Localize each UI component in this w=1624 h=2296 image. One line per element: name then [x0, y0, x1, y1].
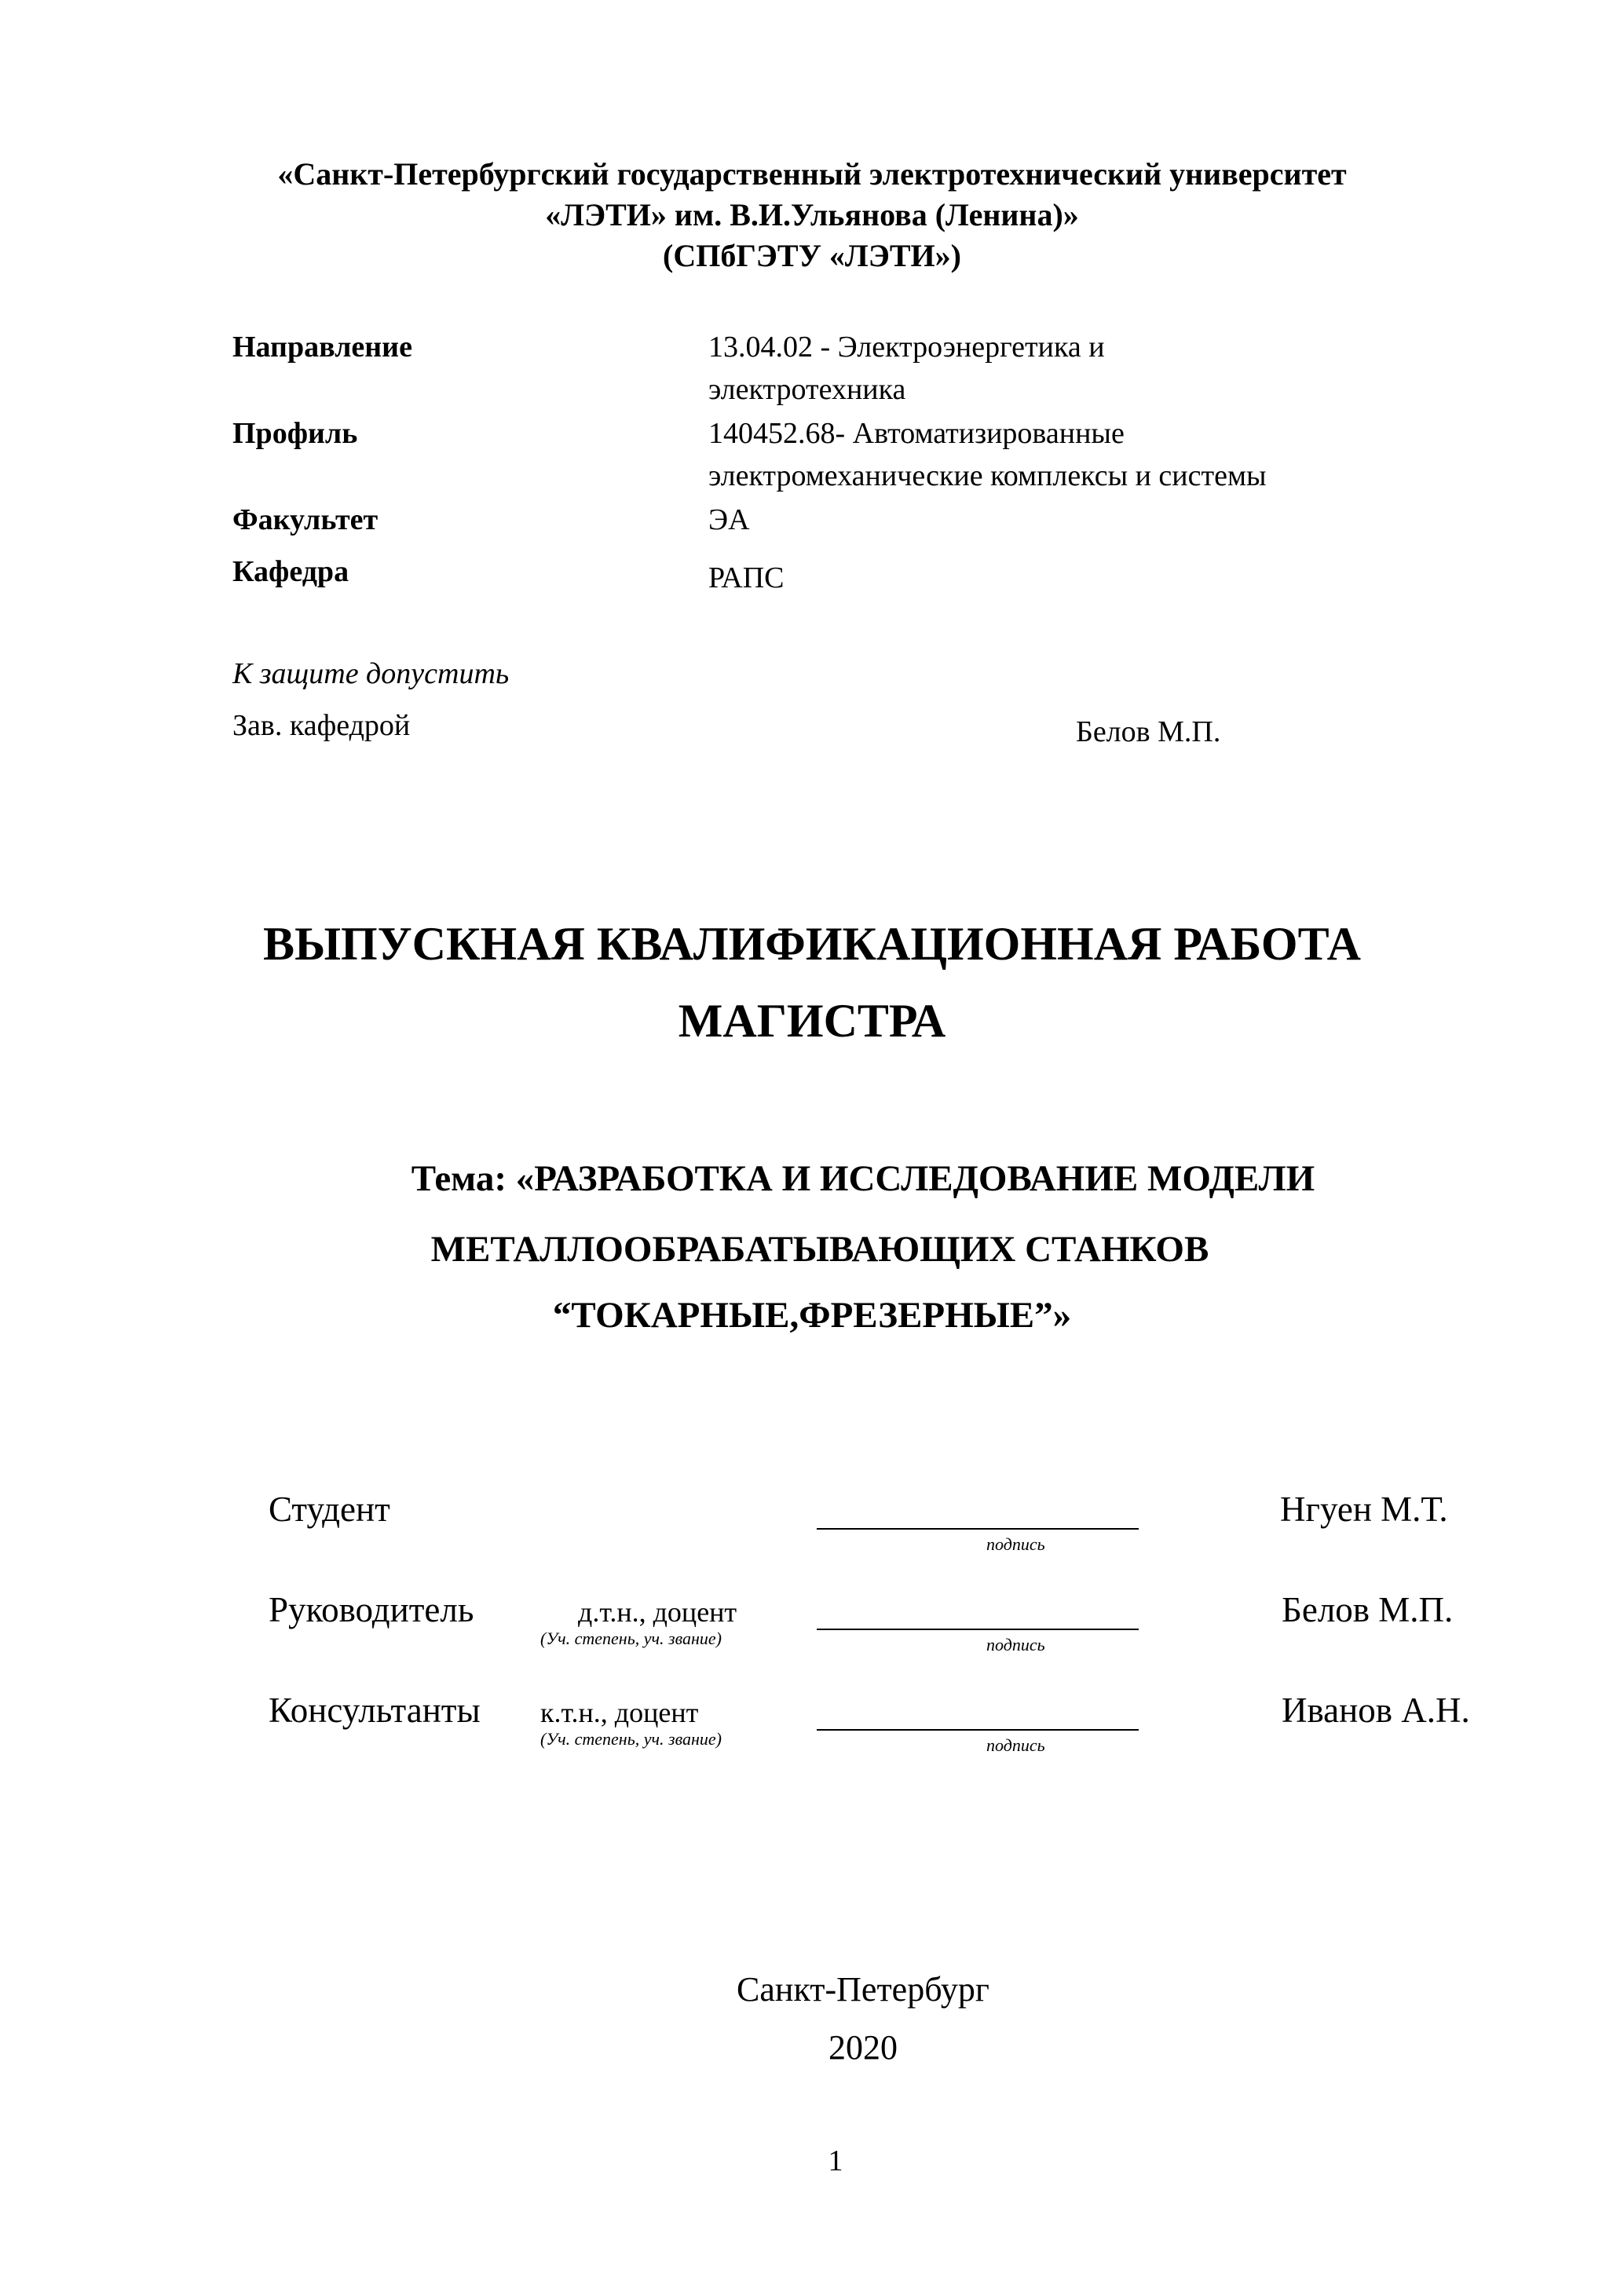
department-label: Кафедра	[232, 555, 349, 588]
work-title-line1: ВЫПУСКНАЯ КВАЛИФИКАЦИОННАЯ РАБОТА	[263, 918, 1361, 970]
university-name-line1: «Санкт-Петербургский государственный электротехнический университет	[277, 156, 1347, 192]
page-number: 1	[828, 2144, 843, 2177]
student-signature-line	[817, 1528, 1139, 1530]
faculty-label: Факультет	[232, 503, 379, 536]
university-abbreviation: (СПбГЭТУ «ЛЭТИ»)	[663, 238, 961, 273]
direction-label: Направление	[232, 331, 412, 364]
topic-line1: Тема: «РАЗРАБОТКА И ИССЛЕДОВАНИЕ МОДЕЛИ	[411, 1158, 1315, 1199]
consultant-degree-caption: (Уч. степень, уч. звание)	[540, 1729, 722, 1749]
profile-value-line1: 140452.68- Автоматизированные	[708, 417, 1125, 450]
supervisor-label: Руководитель	[269, 1590, 474, 1629]
consultant-label: Консультанты	[269, 1691, 481, 1730]
head-of-department-label: Зав. кафедрой	[232, 709, 411, 742]
consultant-degree: к.т.н., доцент	[540, 1697, 699, 1728]
profile-label: Профиль	[232, 417, 358, 450]
head-of-department-name: Белов М.П.	[1076, 715, 1221, 748]
topic-line2: МЕТАЛЛООБРАБАТЫВАЮЩИХ СТАНКОВ	[430, 1229, 1209, 1270]
direction-value-line1: 13.04.02 - Электроэнергетика и	[708, 331, 1105, 364]
supervisor-signature-caption: подпись	[986, 1635, 1045, 1654]
supervisor-signature-line	[817, 1629, 1139, 1630]
consultant-signature-caption: подпись	[986, 1735, 1045, 1755]
admit-to-defense-text: К защите допустить	[232, 657, 510, 690]
topic-line3: “ТОКАРНЫЕ,ФРЕЗЕРНЫЕ”»	[552, 1295, 1072, 1336]
consultant-name: Иванов А.Н.	[1282, 1691, 1470, 1730]
work-title-line2: МАГИСТРА	[678, 995, 946, 1047]
supervisor-name: Белов М.П.	[1282, 1590, 1454, 1629]
student-signature-caption: подпись	[986, 1534, 1045, 1554]
faculty-value: ЭА	[708, 503, 750, 536]
student-name: Нгуен М.Т.	[1280, 1490, 1448, 1529]
university-name-line2: «ЛЭТИ» им. В.И.Ульянова (Ленина)»	[545, 197, 1079, 232]
consultant-signature-line	[817, 1729, 1139, 1731]
department-value: РАПС	[708, 561, 785, 594]
city: Санкт-Петербург	[737, 1970, 989, 2009]
profile-value-line2: электромеханические комплексы и системы	[708, 459, 1267, 492]
student-label: Студент	[269, 1490, 390, 1529]
supervisor-degree-caption: (Уч. степень, уч. звание)	[540, 1629, 722, 1648]
supervisor-degree: д.т.н., доцент	[578, 1596, 737, 1628]
direction-value-line2: электротехника	[708, 373, 906, 406]
year: 2020	[828, 2028, 898, 2067]
